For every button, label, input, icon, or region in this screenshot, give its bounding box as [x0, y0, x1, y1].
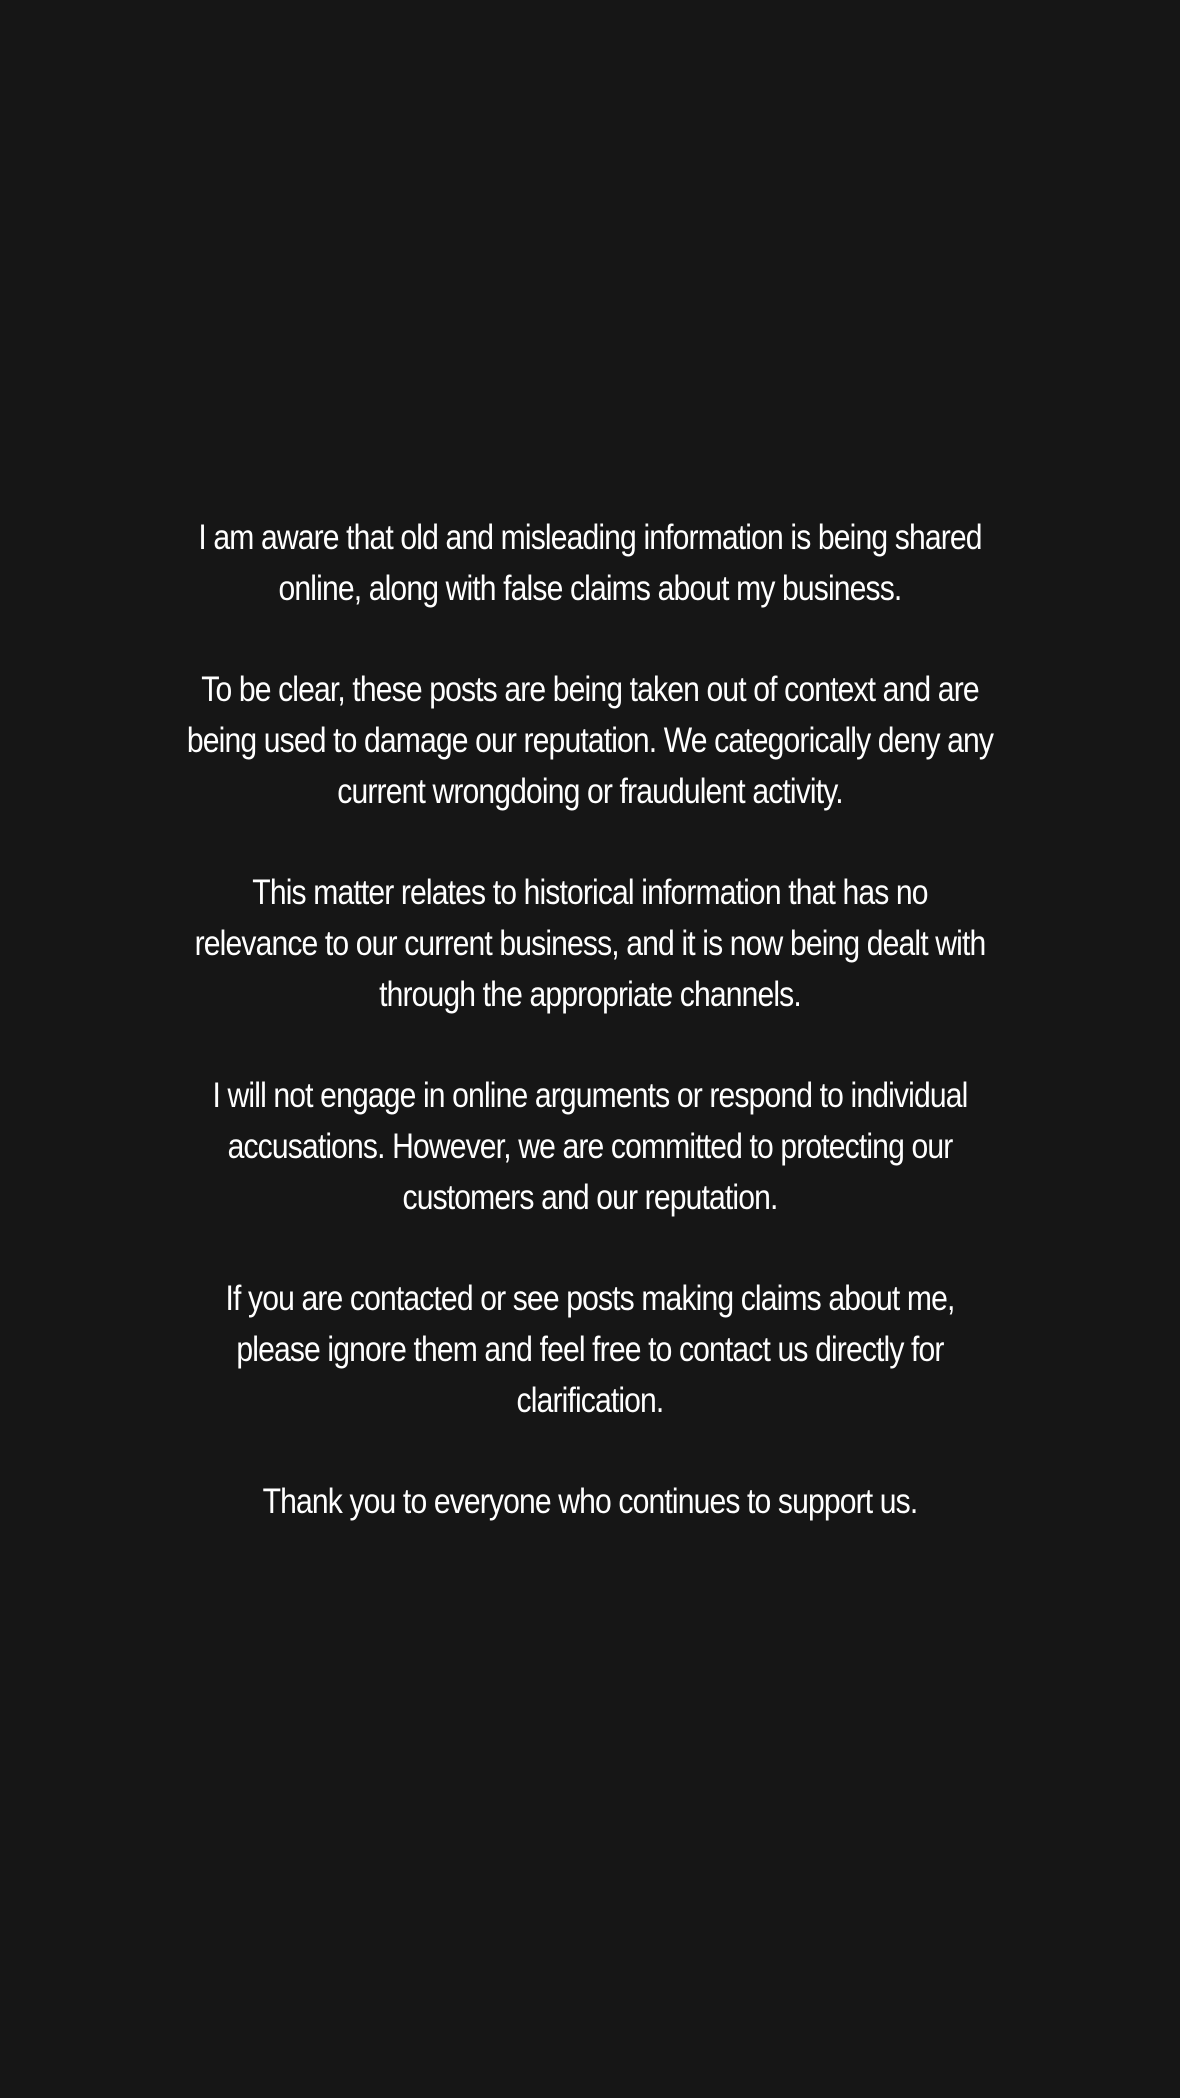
statement-line: This matter relates to historical information that has no	[252, 873, 928, 912]
statement-line: Thank you to everyone who continues to support us.	[262, 1482, 918, 1521]
statement-paragraph-6	[160, 1476, 1020, 1527]
statement-line: current wrongdoing or fraudulent activity.	[337, 772, 843, 811]
statement-paragraph-4	[160, 1070, 1020, 1223]
statement-line: If you are contacted or see posts making claims about me,	[225, 1279, 955, 1318]
statement-paragraph-1	[160, 512, 1020, 614]
statement-line: I will not engage in online arguments or respond to individual	[212, 1076, 968, 1115]
statement-line: through the appropriate channels.	[379, 975, 801, 1014]
statement-line: customers and our reputation.	[402, 1178, 778, 1217]
statement-line: I am aware that old and misleading information is being shared	[198, 518, 982, 557]
statement-line: To be clear, these posts are being taken out of context and are	[201, 670, 979, 709]
statement-line: clarification.	[516, 1381, 664, 1420]
statement-text-block	[160, 512, 1020, 1527]
statement-line: accusations. However, we are committed to protecting our	[227, 1127, 953, 1166]
statement-line: relevance to our current business, and it is now being dealt with	[194, 924, 986, 963]
statement-paragraph-5	[160, 1273, 1020, 1426]
statement-line: online, along with false claims about my business.	[278, 569, 902, 608]
statement-line: being used to damage our reputation. We categorically deny any	[186, 721, 994, 760]
statement-line: please ignore them and feel free to contact us directly for	[236, 1330, 944, 1369]
statement-paragraph-3	[160, 867, 1020, 1020]
statement-paragraph-2	[160, 664, 1020, 817]
